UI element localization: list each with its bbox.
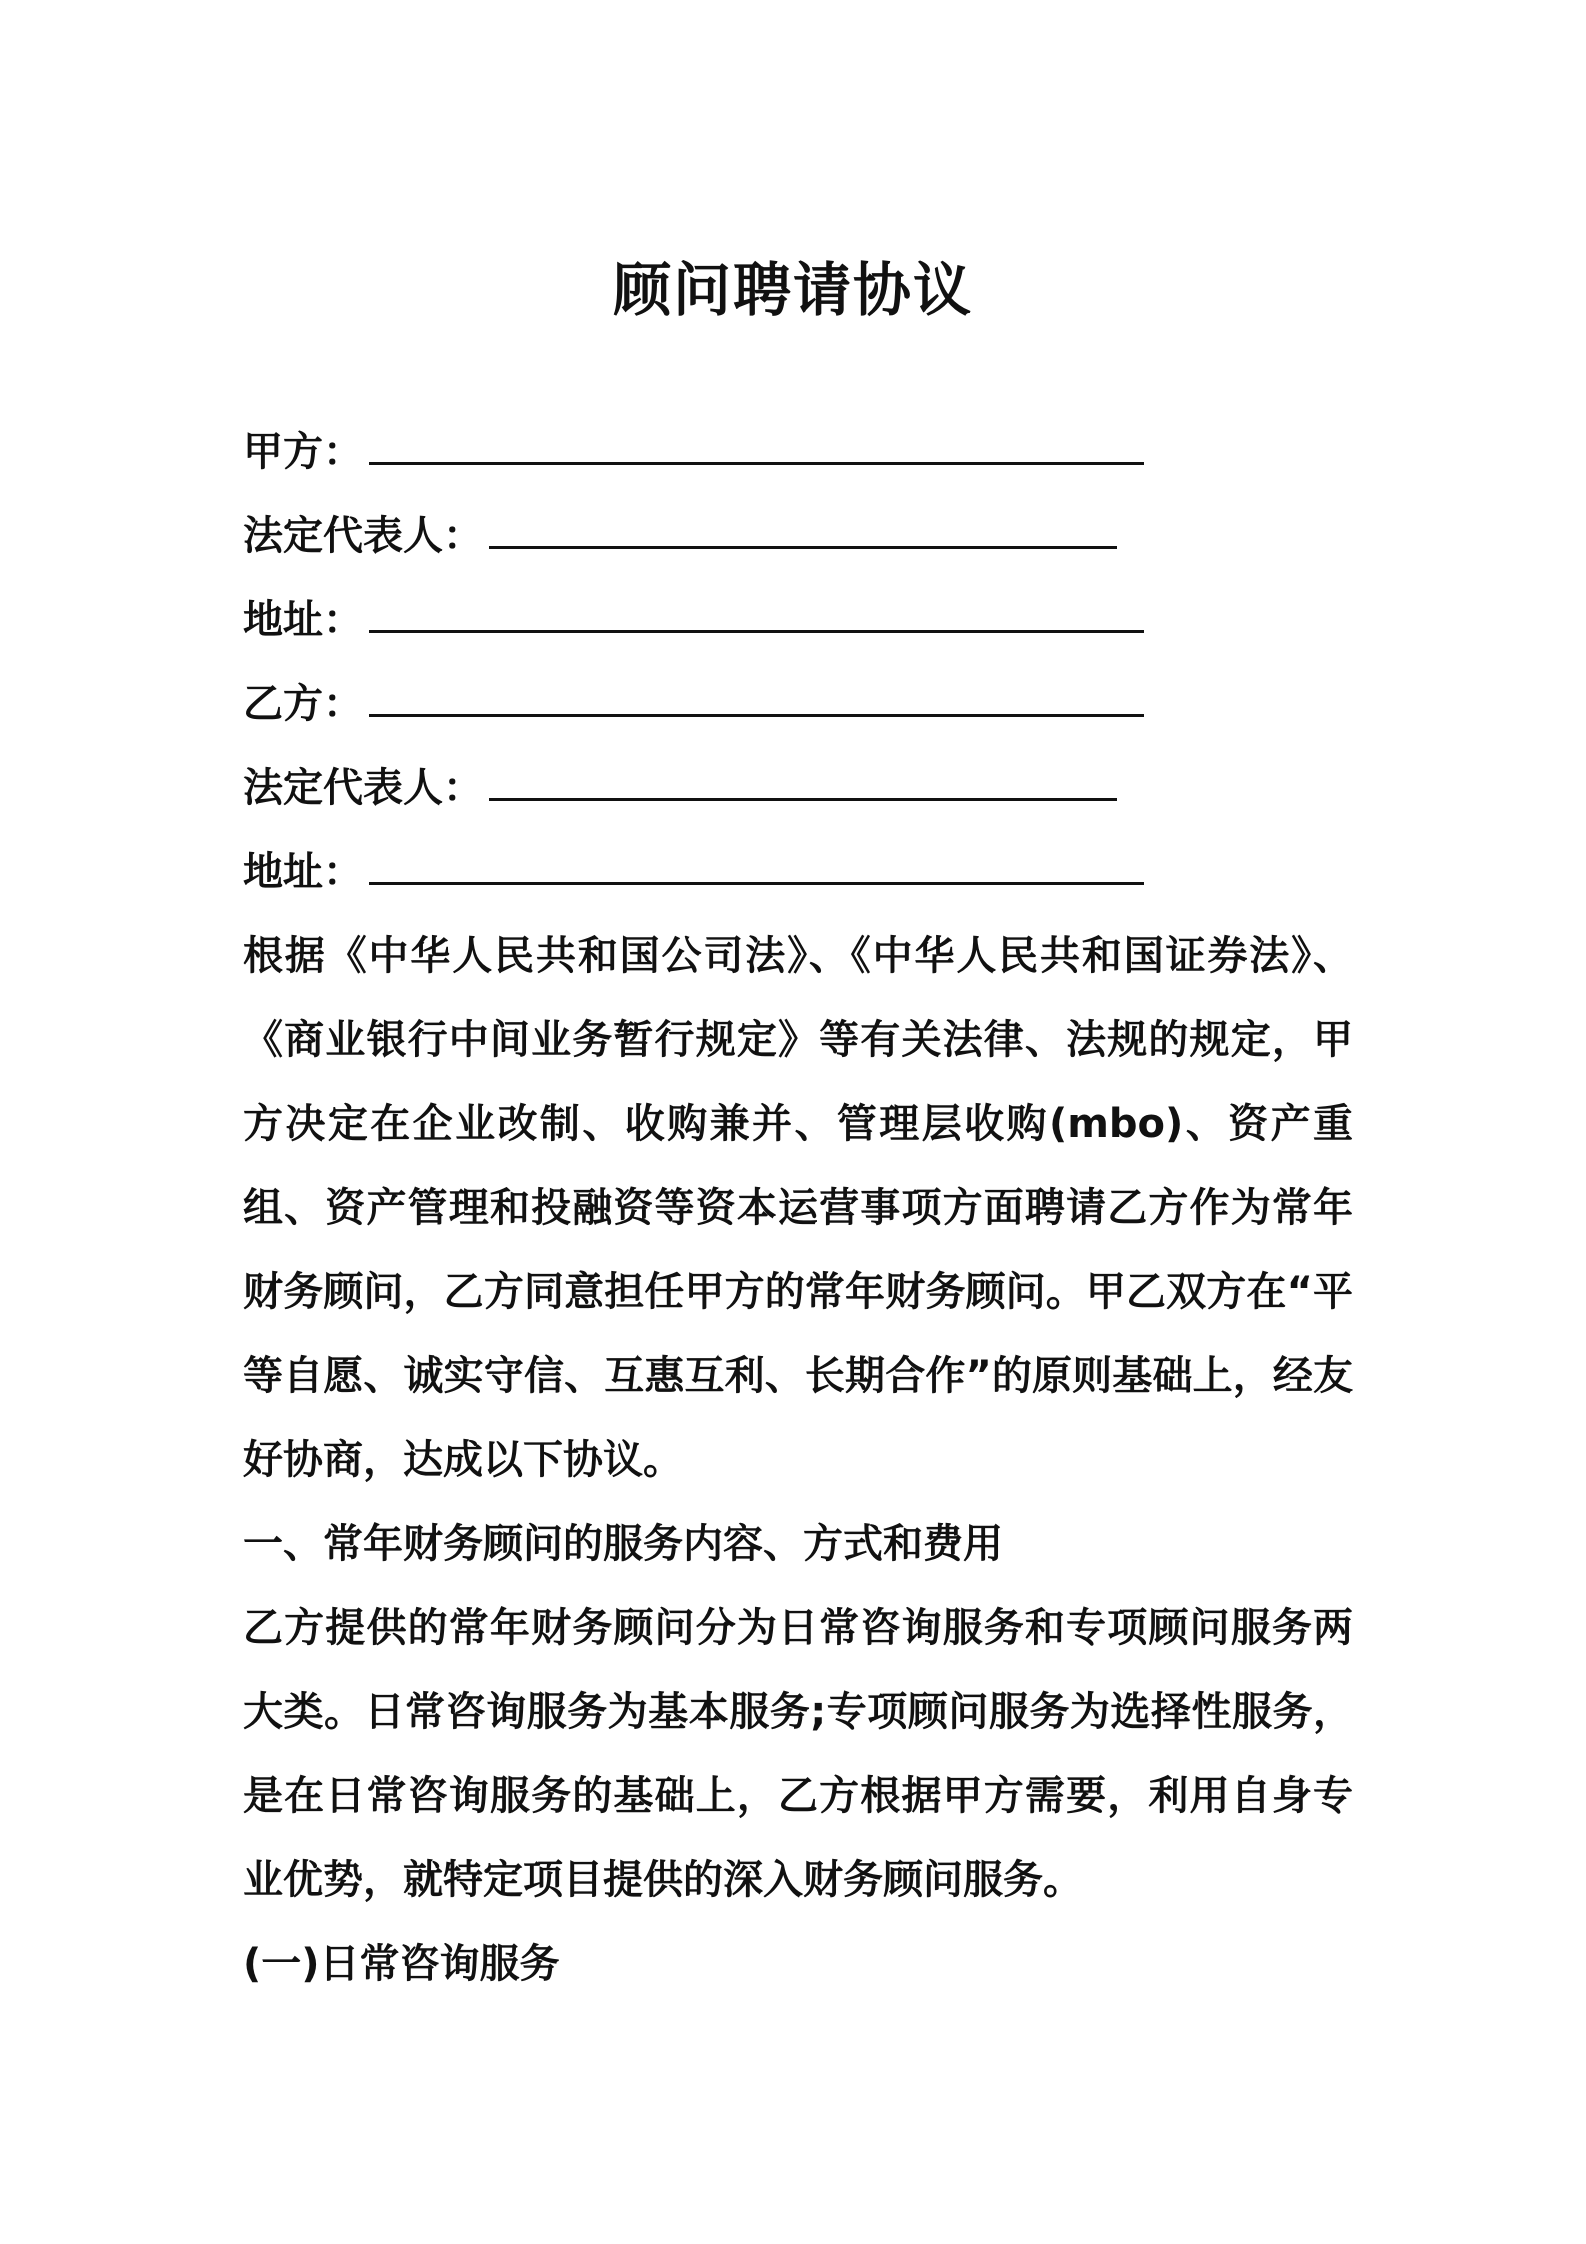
document-title: 顾问聘请协议	[612, 256, 973, 324]
party-a-blank-line	[369, 414, 1144, 465]
section-1-heading: 一、常年财务顾问的服务内容、方式和费用	[243, 1521, 1003, 1567]
party-b-rep-blank-line	[489, 750, 1117, 801]
party-a-address-row	[243, 578, 1353, 662]
party-b-rep-row	[243, 746, 1353, 830]
party-b-blank-line	[369, 666, 1144, 717]
party-b-address-row	[243, 830, 1353, 914]
document-body	[243, 410, 1353, 2006]
party-a-rep-blank-line	[489, 498, 1117, 549]
section-1-paragraph: 乙方提供的常年财务顾问分为日常咨询服务和专项顾问服务两大类。日常咨询服务为基本服务;专项顾问服务为选择性服务，是在日常咨询服务的基础上，乙方根据甲方需要，利用自身专业优势，就特定项目提供的深入财务顾问服务。	[243, 1605, 1353, 1903]
party-a-address-label: 地址：	[243, 597, 363, 643]
party-b-address-blank-line	[369, 834, 1144, 885]
party-a-address-blank-line	[369, 582, 1144, 633]
party-a-row	[243, 410, 1353, 494]
party-b-rep-label: 法定代表人：	[243, 765, 483, 811]
party-a-label: 甲方：	[243, 429, 363, 475]
party-b-row	[243, 662, 1353, 746]
party-b-label: 乙方：	[243, 681, 363, 727]
section-1-subheading: (一)日常咨询服务	[243, 1941, 560, 1987]
party-a-rep-row	[243, 494, 1353, 578]
intro-paragraph: 根据《中华人民共和国公司法》、《中华人民共和国证券法》、《商业银行中间业务暂行规定》等有关法律、法规的规定，甲方决定在企业改制、收购兼并、管理层收购(mbo)、资产重组、资产管理和投融资等资本运营事项方面聘请乙方作为常年财务顾问，乙方同意担任甲方的常年财务顾问。甲乙双方在“平等自愿、诚实守信、互惠互利、长期合作”的原则基础上，经友好协商，达成以下协议。	[243, 933, 1353, 1483]
party-a-rep-label: 法定代表人：	[243, 513, 483, 559]
party-b-address-label: 地址：	[243, 849, 363, 895]
